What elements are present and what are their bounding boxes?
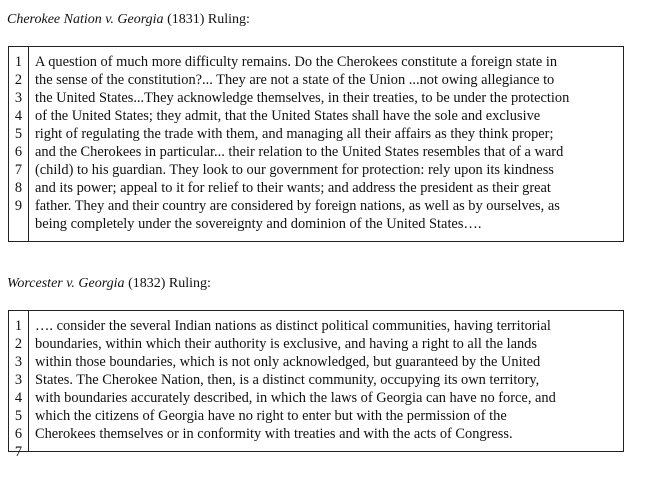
text-line: …. consider the several Indian nations as distinct political communities, having territorial [35, 318, 551, 334]
line-number: 9 [14, 198, 23, 214]
line-number: 4 [14, 390, 23, 406]
ruling2-text [29, 311, 623, 451]
line-number: 6 [14, 144, 23, 160]
text-line: Cherokees themselves or in conformity with treaties and with the acts of Congress. [35, 426, 513, 442]
line-number: 7 [14, 444, 23, 460]
text-line: A question of much more difficulty remains. Do the Cherokees constitute a foreign state in [35, 54, 558, 70]
ruling1-excerpt-box [8, 46, 624, 242]
line-number: 5 [14, 126, 23, 142]
ruling1-heading-rest: (1831) Ruling: [163, 12, 250, 27]
text-line: the sense of the constitution?... They are not a state of the Union ...not owing allegiance to [35, 72, 555, 88]
line-number: 5 [14, 408, 23, 424]
line-number: 3 [14, 90, 23, 106]
text-line: of the United States; they admit, that the United States shall have the sole and exclusive [35, 108, 541, 124]
line-number: 2 [14, 336, 23, 352]
line-number: 1 [14, 318, 23, 334]
ruling2-excerpt-box [8, 310, 624, 460]
line-number: 4 [14, 108, 23, 124]
text-line: right of regulating the trade with them, and managing all their affairs as they think proper; [35, 126, 554, 142]
line-number: 6 [14, 426, 23, 442]
text-line: (child) to his guardian. They look to our government for protection: rely upon its kindness [35, 162, 554, 178]
line-number: 3 [14, 354, 23, 370]
line-number: 2 [14, 72, 23, 88]
text-line: with boundaries accurately described, in which the laws of Georgia can have no force, and [35, 390, 556, 406]
text-line: States. The Cherokee Nation, then, is a distinct community, occupying its own territory, [35, 372, 540, 388]
text-line: and the Cherokees in particular... their relation to the United States resembles that of a ward [35, 144, 564, 160]
ruling2-heading-rest: (1832) Ruling: [124, 276, 211, 291]
line-number: 8 [14, 180, 23, 196]
line-number: 7 [14, 162, 23, 178]
ruling2-heading [7, 276, 211, 292]
text-line: father. They and their country are considered by foreign nations, as well as by ourselves, as [35, 198, 560, 214]
line-number: 3 [14, 372, 23, 388]
text-line: the United States...They acknowledge themselves, in their treaties, to be under the protection [35, 90, 570, 106]
line-number: 1 [14, 54, 23, 70]
ruling1-line-numbers [9, 47, 29, 241]
text-line: and its power; appeal to it for relief to their wants; and address the president as their great [35, 180, 551, 196]
text-line: which the citizens of Georgia have no right to enter but with the permission of the [35, 408, 507, 424]
ruling1-case-name: Cherokee Nation v. Georgia [7, 12, 164, 27]
ruling1-heading [7, 12, 250, 28]
text-line: boundaries, within which their authority is exclusive, and having a right to all the lands [35, 336, 537, 352]
ruling2-line-numbers [9, 311, 29, 460]
text-line: being completely under the sovereignty and dominion of the United States…. [35, 216, 482, 232]
ruling2-case-name: Worcester v. Georgia [7, 276, 125, 291]
ruling1-text [29, 47, 623, 241]
text-line: within those boundaries, which is not only acknowledged, but guaranteed by the United [35, 354, 541, 370]
